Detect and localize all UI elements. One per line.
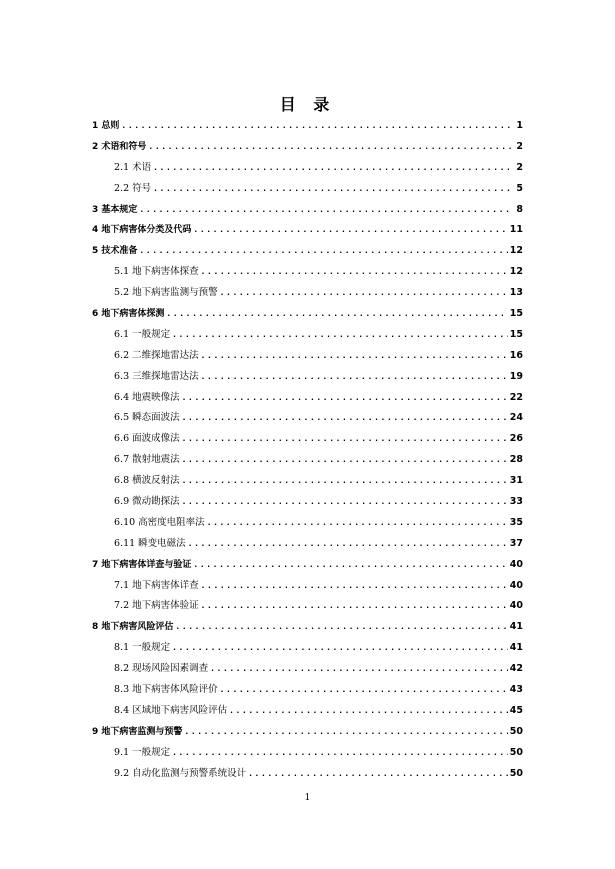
toc-section-entry[interactable]: [92, 513, 523, 534]
toc-dot-leader: [182, 429, 508, 450]
toc-entry-label: 7.2 地下病害体验证: [114, 600, 199, 612]
toc-entry-page-number: 35: [509, 516, 523, 528]
toc-section-entry[interactable]: [92, 471, 523, 492]
toc-entry-label: 2.1 术语: [114, 161, 152, 173]
toc-entry-label: 6.5 瞬态面波法: [114, 412, 180, 424]
toc-entry-page-number: 40: [509, 600, 523, 612]
toc-section-entry[interactable]: [92, 325, 523, 346]
toc-entry-page-number: 43: [509, 684, 523, 696]
toc-entry-page-number: 8: [516, 203, 523, 215]
toc-section-entry[interactable]: [92, 283, 523, 304]
toc-entry-page-number: 50: [509, 725, 523, 737]
toc-entry-label: 9.1 一般规定: [114, 746, 171, 758]
toc-section-entry[interactable]: [92, 429, 523, 450]
toc-entry-page-number: 37: [509, 537, 523, 549]
toc-chapter-entry[interactable]: [92, 722, 523, 743]
toc-entry-label: 5.2 地下病害监测与预警: [114, 287, 218, 299]
toc-entry-page-number: 15: [509, 328, 523, 340]
toc-section-entry[interactable]: [92, 158, 523, 179]
toc-entry-label: 6.11 瞬变电磁法: [114, 537, 186, 549]
page-title: 目 录: [279, 95, 336, 114]
toc-section-entry[interactable]: [92, 576, 523, 597]
toc-section-entry[interactable]: [92, 743, 523, 764]
toc-dot-leader: [210, 659, 508, 680]
toc-dot-leader: [201, 346, 508, 367]
toc-entry-page-number: 12: [509, 266, 523, 278]
toc-dot-leader: [201, 262, 508, 283]
toc-entry-label: 6.2 二维探地雷达法: [114, 349, 199, 361]
toc-dot-leader: [182, 471, 508, 492]
toc-entry-label: 9 地下病害监测与预警: [92, 726, 183, 737]
toc-chapter-entry[interactable]: [92, 200, 523, 221]
toc-entry-label: 7.1 地下病害体详查: [114, 579, 199, 591]
toc-dot-leader: [220, 283, 508, 304]
toc-entry-page-number: 40: [509, 579, 523, 591]
toc-dot-leader: [172, 743, 508, 764]
toc-chapter-entry[interactable]: [92, 304, 523, 325]
toc-dot-leader: [172, 638, 508, 659]
toc-entry-label: 6.6 面波成像法: [114, 433, 180, 445]
toc-dot-leader: [182, 408, 508, 429]
toc-entry-label: 6.9 微动勘探法: [114, 496, 180, 508]
toc-section-entry[interactable]: [92, 262, 523, 283]
toc-dot-leader: [172, 325, 508, 346]
toc-entry-page-number: 28: [509, 454, 523, 466]
toc-entry-label: 4 地下病害体分类及代码: [92, 225, 192, 236]
toc-section-entry[interactable]: [92, 764, 523, 785]
toc-entry-label: 6.10 高密度电阻率法: [114, 516, 205, 528]
toc-dot-leader: [207, 513, 508, 534]
toc-dot-leader: [193, 555, 507, 576]
toc-entry-label: 1 总则: [92, 121, 120, 131]
toc-entry-label: 9.2 自动化监测与预警系统设计: [114, 767, 247, 779]
toc-dot-leader: [193, 220, 507, 241]
toc-dot-leader: [153, 179, 511, 200]
toc-entry-page-number: 33: [509, 496, 523, 508]
toc-entry-label: 2 术语和符号: [92, 141, 147, 152]
toc-chapter-entry[interactable]: [92, 555, 523, 576]
toc-dot-leader: [175, 617, 507, 638]
toc-entry-label: 6.7 散射地震法: [114, 454, 180, 466]
toc-dot-leader: [139, 241, 507, 262]
toc-entry-page-number: 13: [509, 287, 523, 299]
toc-section-entry[interactable]: [92, 367, 523, 388]
toc-entry-page-number: 15: [509, 308, 523, 320]
toc-entry-label: 5.1 地下病害体探查: [114, 266, 199, 278]
toc-entry-label: 3 基本规定: [92, 204, 138, 215]
toc-entry-page-number: 41: [509, 621, 523, 633]
toc-section-entry[interactable]: [92, 596, 523, 617]
toc-dot-leader: [121, 116, 511, 137]
toc-chapter-entry[interactable]: [92, 137, 523, 158]
toc-entry-page-number: 50: [509, 767, 523, 779]
toc-entry-label: 6 地下病害体探测: [92, 309, 165, 320]
table-of-contents: [92, 116, 523, 785]
toc-entry-page-number: 12: [509, 245, 523, 257]
toc-entry-page-number: 50: [509, 746, 523, 758]
toc-entry-page-number: 31: [509, 475, 523, 487]
toc-dot-leader: [182, 388, 508, 409]
toc-entry-page-number: 5: [516, 182, 523, 194]
toc-chapter-entry[interactable]: [92, 617, 523, 638]
toc-entry-page-number: 2: [516, 140, 523, 152]
toc-chapter-entry[interactable]: [92, 241, 523, 262]
toc-dot-leader: [182, 450, 508, 471]
toc-dot-leader: [188, 534, 508, 555]
toc-entry-label: 8.2 现场风险因素调查: [114, 663, 209, 675]
toc-dot-leader: [182, 492, 508, 513]
toc-entry-label: 6.4 地震映像法: [114, 391, 180, 403]
toc-dot-leader: [153, 158, 511, 179]
toc-entry-page-number: 19: [509, 370, 523, 382]
toc-entry-label: 8 地下病害风险评估: [92, 622, 174, 633]
toc-entry-label: 6.1 一般规定: [114, 328, 171, 340]
toc-entry-label: 8.3 地下病害体风险评价: [114, 684, 218, 696]
toc-entry-label: 6.3 三维探地雷达法: [114, 370, 199, 382]
toc-entry-label: 7 地下病害体详查与验证: [92, 559, 192, 570]
toc-section-entry[interactable]: [92, 408, 523, 429]
toc-dot-leader: [220, 680, 508, 701]
toc-section-entry[interactable]: [92, 638, 523, 659]
toc-entry-page-number: 11: [509, 224, 523, 236]
toc-dot-leader: [201, 367, 508, 388]
toc-section-entry[interactable]: [92, 701, 523, 722]
toc-section-entry[interactable]: [92, 680, 523, 701]
toc-entry-page-number: 42: [509, 663, 523, 675]
toc-dot-leader: [201, 576, 508, 597]
toc-dot-leader: [148, 137, 511, 158]
toc-section-entry[interactable]: [92, 534, 523, 555]
toc-entry-page-number: 2: [516, 161, 523, 173]
toc-dot-leader: [184, 722, 507, 743]
toc-dot-leader: [229, 701, 508, 722]
toc-entry-page-number: 45: [509, 704, 523, 716]
toc-entry-page-number: 22: [509, 391, 523, 403]
toc-entry-label: 8.4 区域地下病害风险评估: [114, 704, 228, 716]
toc-dot-leader: [166, 304, 507, 325]
toc-section-entry[interactable]: [92, 346, 523, 367]
toc-section-entry[interactable]: [92, 659, 523, 680]
toc-entry-page-number: 16: [509, 349, 523, 361]
toc-entry-label: 5 技术准备: [92, 246, 138, 257]
toc-section-entry[interactable]: [92, 388, 523, 409]
toc-section-entry[interactable]: [92, 492, 523, 513]
toc-entry-label: 2.2 符号: [114, 182, 152, 194]
toc-entry-page-number: 24: [509, 412, 523, 424]
toc-dot-leader: [248, 764, 508, 785]
toc-dot-leader: [201, 596, 508, 617]
toc-dot-leader: [139, 200, 511, 221]
toc-entry-label: 8.1 一般规定: [114, 642, 171, 654]
toc-entry-page-number: 1: [516, 120, 523, 131]
toc-section-entry[interactable]: [92, 450, 523, 471]
toc-section-entry[interactable]: [92, 179, 523, 200]
toc-entry-page-number: 26: [509, 433, 523, 445]
toc-chapter-entry[interactable]: [92, 116, 523, 137]
toc-chapter-entry[interactable]: [92, 220, 523, 241]
toc-entry-page-number: 40: [509, 558, 523, 570]
page-number: 1: [304, 793, 311, 803]
toc-entry-page-number: 41: [509, 642, 523, 654]
toc-entry-label: 6.8 横波反射法: [114, 475, 180, 487]
